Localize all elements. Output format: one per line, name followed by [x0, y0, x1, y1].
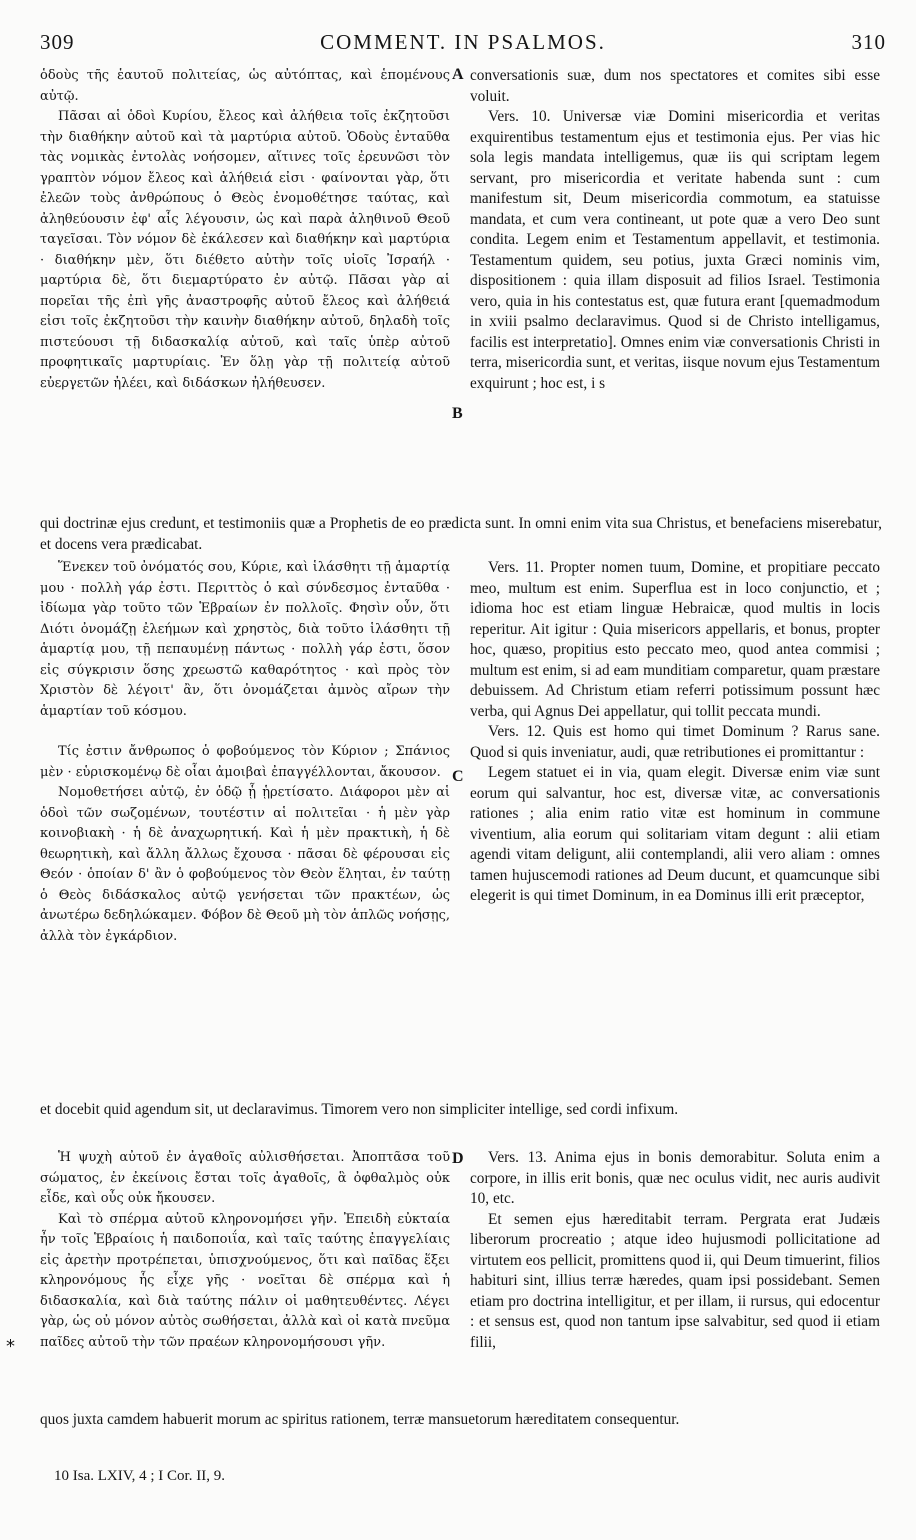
full-width-text: quos juxta camdem habuerit morum ac spiritus rationem, terræ mansuetorum hæreditatem consequentur.: [40, 1411, 680, 1428]
greek-paragraph: Ἕνεκεν τοῦ ὀνόματός σου, Κύριε, καὶ ἱλάσθητι τῇ ἁμαρτίᾳ μου · πολλὴ γάρ ἐστι. Περιττὸς ὁ καὶ σύνδεσμος ἐνταῦθα · ἰδίωμα γὰρ τοῦτο τῶν Ἑβραίων ἐν πολλοῖς. Φησὶν οὖν, ὅτι Διότι ὀνομάζῃ ἐλεήμων καὶ χρηστὸς, διὰ τοῦτο ἱλάσθητι τῇ ἁμαρτίᾳ μου, τῇ πεπαυμένῃ πάντως · πολλὴ γάρ ἐστι, ὅσον εἰς σύγκρισιν ὅσης χρεωστῶ καθαρότητος · καὶ πρὸς τὸν Χριστὸν δὲ λέγοιτ' ἂν, ὅτι ὀνομάζεται ἀμνὸς αἴρων τὴν ἁμαρτίαν τοῦ κόσμου.: [40, 560, 450, 719]
latin-paragraph: Et semen ejus hæreditabit terram. Pergrata erat Judæis liberorum procreatio ; atque ideo hujusmodi pollicitatione ad virtutem eos pellicit, promittens quod ii, qui Deum timuerint, filios habituri sint, illius terræ hæredes, quam ipsi possidebant. Semen etiam pro doctrina intelligitur, et per illam, ii rursus, qui edocentur : et sensus est, quod non tantum ipse salvabitur, sed quod ii etiam filii,: [470, 1210, 880, 1351]
greek-paragraph: Πᾶσαι αἱ ὁδοὶ Κυρίου, ἔλεος καὶ ἀλήθεια τοῖς ἐκζητοῦσι τὴν διαθήκην αὐτοῦ καὶ τὰ μαρτύρια αὐτοῦ. Ὁδοὺς ἐνταῦθα τὰς νομικὰς ἐντολὰς νοήσομεν, αἵτινες τοῖς ἐρευνῶσι τὸν γραπτὸν νόμον ἔλεος καὶ ἀλήθειά εἰσι · φαίνονται γὰρ, ὅτι ἐλεῶν τοὺς ἀνθρώπους ὁ Θεὸς ἐνομοθέτησε ταύτας, καὶ ἀληθεύουσιν ἐφ' αἷς λέγουσιν, ὡς καὶ παρὰ ἀληθινοῦ Θεοῦ ταγεῖσαι. Τὸν νόμον δὲ ἐκάλεσεν καὶ διαθήκην καὶ μαρτύρια · διαθήκην μὲν, ὅτι διέθετο αὐτὴν τοῖς υἱοῖς Ἰσραήλ · μαρτύρια δὲ, ὅτι διεμαρτύρατο ἐν αὐτῷ. Πᾶσαι γὰρ αἱ πορεῖαι τῆς ἐπὶ γῆς ἀναστροφῆς αὐτοῦ ἔλεος καὶ ἀλήθειά εἰσι τοῖς ἐκζητοῦσι τὴν καινὴν διαθήκην αὐτοῦ, δηλαδὴ τοῖς πιστεύουσι τῇ διδασκαλίᾳ αὐτοῦ, καὶ ταῖς ὑπὲρ αὐτοῦ προφητικαῖς μαρτυρίαις. Ἐν ὅλῃ γὰρ τῇ πολιτείᾳ αὐτοῦ εὐεργετῶν ἠλέει, καὶ διδάσκων ἠλήθευσεν.: [40, 109, 450, 391]
greek-paragraph: Καὶ τὸ σπέρμα αὐτοῦ κληρονομήσει γῆν. Ἐπειδὴ εὐκταία ἦν τοῖς Ἑβραίοις ἡ παιδοποιΐα, καὶ ταῖς ταύτης ἐπαγγελίαις εἰς ἀρετὴν προτρέπεται, ὑπισχνούμενος, ὅτι καὶ παῖδας ἕξει κληρονόμους ἧς εἶχε γῆς · νοεῖται δὲ σπέρμα καὶ ἡ διδασκαλία, καὶ διὰ ταύτης πάλιν οἱ μαθητευθέντες. Λέγει γὰρ, ὡς οὐ μόνον αὐτὸς σωθήσεται, ἀλλὰ καὶ οἱ κατὰ πνεῦμα παῖδες αὐτοῦ τὴν τῶν πραέων κληρονομήσουσι γῆν.: [40, 1211, 450, 1350]
footnote: 10 Isa. LXIV, 4 ; I Cor. II, 9.: [54, 1468, 225, 1484]
latin-paragraph: Vers. 12. Quis est homo qui timet Dominum ? Rarus sane. Quod si quis inveniatur, audi, quæ retributiones ei promittantur :: [470, 723, 880, 761]
latin-paragraph: Vers. 13. Anima ejus in bonis demorabitur. Soluta enim a corpore, in illis erit bonis, quæ nec oculus vidit, nec auris audivit 10, etc.: [470, 1149, 880, 1207]
greek-paragraph: Τίς ἐστιν ἄνθρωπος ὁ φοβούμενος τὸν Κύριον ; Σπάνιος μὲν · εὑρισκομένῳ δὲ οἷαι ἀμοιβαὶ ἐπαγγέλλονται, ἄκουσον.: [40, 744, 450, 780]
latin-paragraph: Vers. 10. Universæ viæ Domini misericordia et veritas exquirentibus testamentum ejus et testimonia ejus. Per vias hic sola legis mandata intelligemus, quæ iis qui scriptam legem servant, pro misericordia et veritate habenda sunt : cum manifestum sit, Deum misericordia commotum, ea statuisse mandata, et cum vera contineant, ut pote quæ a vero Deo sunt condita. Legem enim et Testamentum appellavit, et testimonia. Testamentum quidem, seu potius, juxta Græci nominis vim, dispositionem : quia illam disposuit ad filios Israel. Testimonia vero, quia in his contestatus est, quæ futura erant [quemadmodum in xviii psalmo declaravimus. Quod si de Christo intelligamus, facilis est interpretatio]. Omnes enim viæ conversationis Christi in terra, misericordia sunt, et veritas, iisque novum ejus Testamentum exquirunt ; hoc est, i s: [470, 108, 880, 392]
margin-marker-d: D: [452, 1150, 464, 1167]
margin-marker-b: B: [452, 405, 463, 422]
greek-paragraph: Ἡ ψυχὴ αὐτοῦ ἐν ἀγαθοῖς αὐλισθήσεται. Ἀποπτᾶσα τοῦ σώματος, ἐν ἐκείνοις ἔσται τοῖς ἀγαθοῖς, ἃ ὀφθαλμὸς οὐκ εἶδε, καὶ οὖς οὐκ ἤκουσεν.: [40, 1150, 450, 1206]
latin-paragraph: conversationis suæ, dum nos spectatores et comites sibi esse voluit.: [470, 67, 880, 105]
greek-column-3: [40, 1148, 450, 1353]
running-title: COMMENT. IN PSALMOS.: [320, 30, 606, 54]
margin-marker-a: A: [452, 66, 464, 83]
greek-column-1: [40, 66, 450, 394]
page-number-right: 310: [851, 30, 886, 54]
full-width-text: et docebit quid agendum sit, ut declaravimus. Timorem vero non simpliciter intellige, sed cordi infixum.: [40, 1101, 679, 1118]
full-width-line-2: [40, 1100, 882, 1121]
greek-column-2: [40, 558, 450, 947]
full-width-text: qui doctrinæ ejus credunt, et testimoniis quæ a Prophetis de eo prædicta sunt. In omni enim vita sua Christus, et benefaciens miserebatur, et docens vera prædicabat.: [40, 515, 882, 553]
latin-column-3: [470, 1148, 880, 1353]
latin-paragraph: Vers. 11. Propter nomen tuum, Domine, et propitiare peccato meo, multum est enim. Superflua est in loco conjunctio, et ; idioma hoc est etiam linguæ Hebraicæ, quod multis in locis reperitur. Ait igitur : Quia misericors appellaris, et bonus, propter hoc, quæso, propitius esto peccato meo, quod antea commisi ; multum est enim, si ad eam munditiam comparetur, quam præstare debuissem. Ad Christum etiam referri potissimum possunt hæc verba, qui Agnus Dei appellatur, qui tollit peccata mundi.: [470, 559, 880, 720]
page-number-left: 309: [40, 30, 75, 54]
running-header: [40, 30, 886, 60]
greek-paragraph: ὁδοὺς τῆς ἑαυτοῦ πολιτείας, ὡς αὐτόπτας, καὶ ἑπομένους αὐτῷ.: [40, 68, 450, 104]
greek-paragraph: Νομοθετήσει αὐτῷ, ἐν ὁδῷ ᾗ ᾑρετίσατο. Διάφοροι μὲν αἱ ὁδοὶ τῶν σωζομένων, τουτέστιν αἱ πολιτεῖαι · ἡ μὲν γὰρ κοινοβιακὴ · ἡ δὲ ἀναχωρητική. Καὶ ἡ μὲν πρακτικὴ, ἡ δὲ θεωρητικὴ, καὶ ἄλλη ἄλλως ἔχουσα · πᾶσαι δὲ φέρουσαι εἰς Θεόν · ὁποίαν δ' ἂν ὁ φοβούμενος τὸν Θεὸν ἕληται, ἐν ταύτῃ ὁ Θεὸς διδάσκαλος αὐτῷ γενήσεται τῶν πρακτέων, ὡς ἀνωτέρω δεδηλώκαμεν. Φόβον δὲ Θεοῦ μὴ τὸν ἁπλῶς νοήσῃς, ἀλλὰ τὸν ἐγκάρδιον.: [40, 785, 450, 944]
margin-star: *: [6, 1336, 15, 1357]
full-width-line-3: [40, 1410, 882, 1431]
latin-column-1: [470, 66, 880, 394]
latin-column-2: [470, 558, 880, 907]
latin-paragraph: Legem statuet ei in via, quam elegit. Diversæ enim viæ sunt eorum qui salvantur, hoc est, diversæ vitæ, ac conversationis rationes ; alia enim ratio vitæ est hominum in commune viventium, alia eorum qui solitariam vitam degunt : alii etiam agendi vitam deligunt, alii contemplandi, alii vero aliam : omnes tamen hujuscemodi rationes ad Deum ducunt, et quamcunque sibi elegerit is qui timet Dominum, in ea Dominus illi erit præceptor,: [470, 764, 880, 904]
margin-marker-c: C: [452, 768, 464, 785]
full-width-line-1: [40, 514, 882, 555]
